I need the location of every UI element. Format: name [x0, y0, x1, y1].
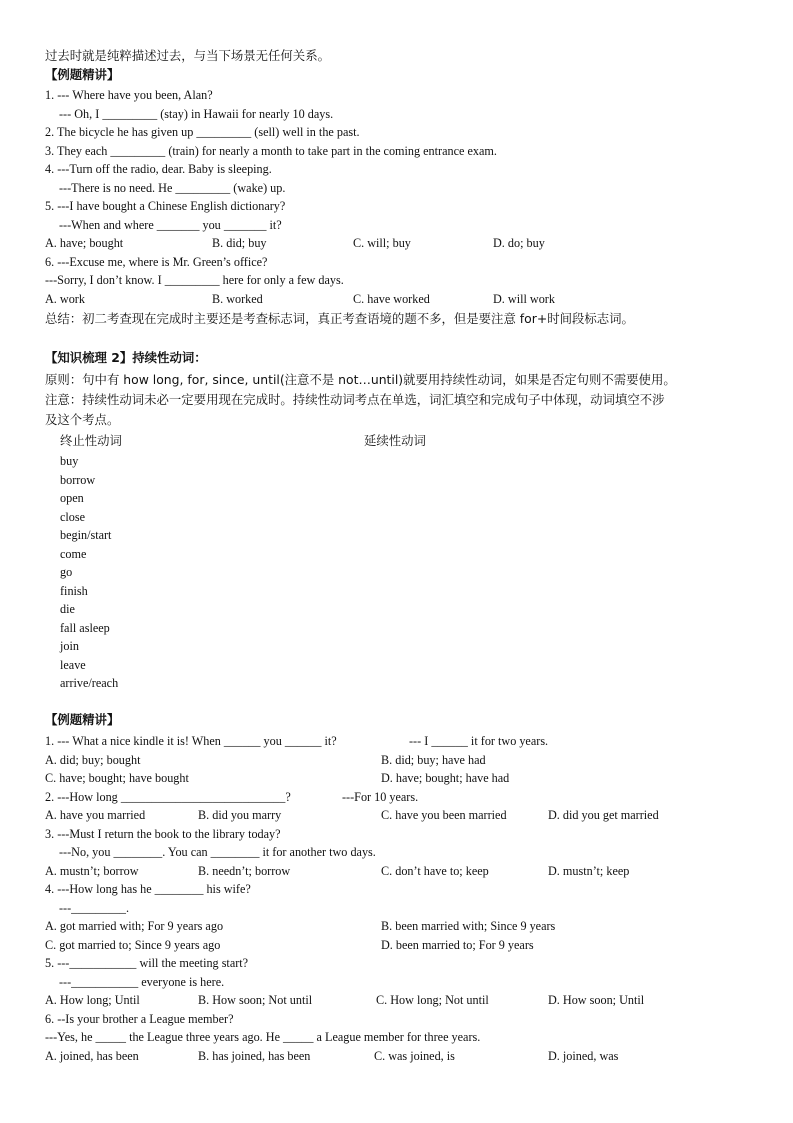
option-b: B. worked [212, 292, 263, 306]
verb-item: go [60, 565, 73, 579]
question-3-line-2: ---No, you ________. You can ________ it for another two days. [59, 845, 376, 859]
option-a: A. have; bought [45, 236, 124, 250]
option-d: D. joined, was [548, 1049, 619, 1063]
question-5-line-1: 5. ---___________ will the meeting start? [45, 956, 249, 970]
option-b: B. How soon; Not until [198, 993, 313, 1007]
question-4-line-2: ---_________. [59, 901, 130, 915]
intro-text: 过去时就是纯粹描述过去，与当下场景无任何关系。 [45, 48, 330, 63]
verb-item: die [60, 602, 75, 616]
option-a: A. mustn’t; borrow [45, 864, 139, 878]
verb-item: borrow [60, 473, 96, 487]
option-b: B. did you marry [198, 808, 282, 822]
question-6-line-1: 6. --Is your brother a League member? [45, 1012, 234, 1026]
option-b: B. been married with; Since 9 years [381, 919, 556, 933]
option-d: D. did you get married [548, 808, 659, 822]
option-c: C. have; bought; have bought [45, 771, 189, 785]
question-3-line-1: 3. ---Must I return the book to the library today? [45, 827, 281, 841]
option-b: B. did; buy [212, 236, 267, 250]
option-c: C. How long; Not until [376, 993, 489, 1007]
option-c: C. have you been married [381, 808, 507, 822]
question-1-line-1: 1. --- What a nice kindle it is! When ______ you ______ it? [45, 734, 337, 748]
question-1-line-2: --- Oh, I _________ (stay) in Hawaii for nearly 10 days. [59, 107, 334, 121]
question-5-line-1: 5. ---I have bought a Chinese English dictionary? [45, 199, 286, 213]
question-1-answer: --- I ______ it for two years. [409, 734, 549, 748]
question-5-line-2: ---___________ everyone is here. [59, 975, 225, 989]
option-d: D. How soon; Until [548, 993, 645, 1007]
note-text-line-2: 及这个考点。 [45, 412, 120, 427]
option-d: D. will work [493, 292, 555, 306]
question-3: 3. They each _________ (train) for nearly a month to take part in the coming entrance exam. [45, 144, 497, 158]
verb-item: fall asleep [60, 621, 110, 635]
question-2-answer: ---For 10 years. [342, 790, 419, 804]
question-1-line-1: 1. --- Where have you been, Alan? [45, 88, 213, 102]
option-a: A. How long; Until [45, 993, 140, 1007]
section-heading: 【知识梳理 2】持续性动词： [45, 350, 207, 365]
question-6-line-2: ---Sorry, I don’t know. I _________ here for only a few days. [45, 273, 344, 287]
option-d: D. mustn’t; keep [548, 864, 630, 878]
verb-item: come [60, 547, 87, 561]
option-c: C. was joined, is [374, 1049, 455, 1063]
summary-text: 总结：初二考查现在完成时主要还是考查标志词，真正考查语境的题不多，但是要注意 for+时间段标志词。 [45, 311, 634, 326]
option-b: B. needn’t; borrow [198, 864, 291, 878]
verb-item: finish [60, 584, 88, 598]
verb-item: join [60, 639, 79, 653]
question-2: 2. The bicycle he has given up _________ (sell) well in the past. [45, 125, 360, 139]
section-heading: 【例题精讲】 [45, 712, 120, 727]
question-4-line-2: ---There is no need. He _________ (wake) up. [59, 181, 286, 195]
verb-item: leave [60, 658, 86, 672]
question-6-line-1: 6. ---Excuse me, where is Mr. Green’s office? [45, 255, 268, 269]
rule-text: 原则：句中有 how long, for, since, until(注意不是 not…until)就要用持续性动词，如果是否定句则不需要使用。 [45, 372, 676, 387]
terminal-verbs-header: 终止性动词 [60, 433, 122, 448]
durative-verbs-header: 延续性动词 [364, 433, 426, 448]
option-d: D. have; bought; have had [381, 771, 510, 785]
section-heading: 【例题精讲】 [45, 67, 120, 82]
option-a: A. work [45, 292, 85, 306]
option-a: A. joined, has been [45, 1049, 139, 1063]
option-c: C. have worked [353, 292, 430, 306]
option-d: D. do; buy [493, 236, 545, 250]
question-6-line-2: ---Yes, he _____ the League three years ago. He _____ a League member for three years. [45, 1030, 481, 1044]
question-2-line-1: 2. ---How long ___________________________? [45, 790, 291, 804]
option-a: A. did; buy; bought [45, 753, 141, 767]
option-c: C. will; buy [353, 236, 411, 250]
verb-item: close [60, 510, 86, 524]
option-c: C. don’t have to; keep [381, 864, 489, 878]
question-5-line-2: ---When and where _______ you _______ it? [59, 218, 282, 232]
option-d: D. been married to; For 9 years [381, 938, 534, 952]
question-4-line-1: 4. ---How long has he ________ his wife? [45, 882, 251, 896]
question-4-line-1: 4. ---Turn off the radio, dear. Baby is sleeping. [45, 162, 272, 176]
option-c: C. got married to; Since 9 years ago [45, 938, 221, 952]
option-a: A. have you married [45, 808, 146, 822]
option-b: B. did; buy; have had [381, 753, 486, 767]
verb-item: begin/start [60, 528, 112, 542]
option-a: A. got married with; For 9 years ago [45, 919, 224, 933]
verb-item: open [60, 491, 84, 505]
note-text-line-1: 注意：持续性动词未必一定要用现在完成时。持续性动词考点在单选，词汇填空和完成句子中体现，动词填空不涉 [45, 392, 665, 407]
verb-item: arrive/reach [60, 676, 119, 690]
option-b: B. has joined, has been [198, 1049, 311, 1063]
verb-item: buy [60, 454, 79, 468]
